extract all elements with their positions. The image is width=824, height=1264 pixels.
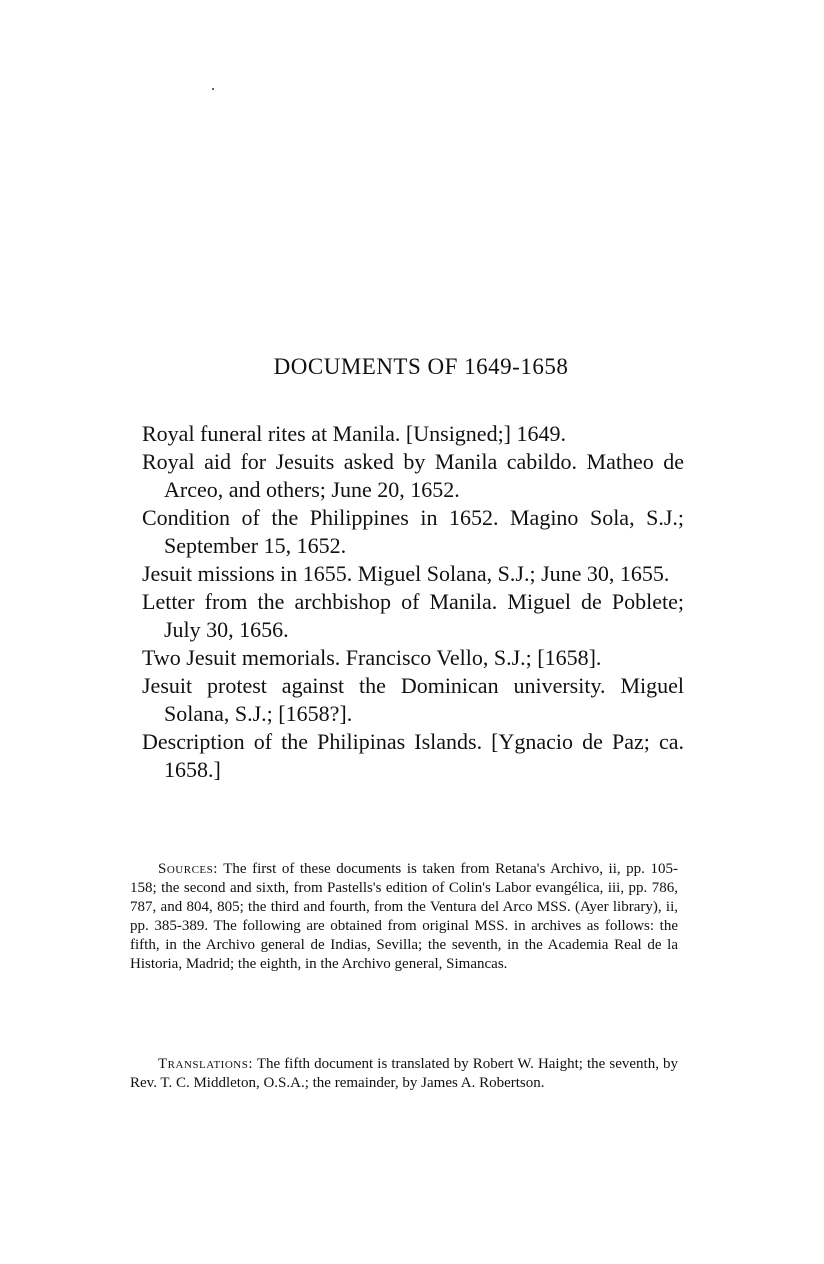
page-title: DOCUMENTS OF 1649-1658 xyxy=(273,354,569,379)
translations-label: Translations: xyxy=(158,1056,254,1072)
document-list xyxy=(142,420,684,784)
document-entry: Jesuit protest against the Dominican university. Miguel Solana, S.J.; [1658?]. xyxy=(142,673,684,726)
sources-text: The first of these documents is taken from Retana's Archivo, ii, pp. 105-158; the second and sixth, from Pastells's edition of Colin's Labor evangélica, iii, pp. 786, 787, and 804, 805; the third and fourth, from the Ventura del Arco MSS. (Ayer library), ii, pp. 385-389. The following are obtained from original MSS. in archives as follows: the fifth, in the Archivo general de Indias, Sevilla; the seventh, in the Academia Real de la Historia, Madrid; the eighth, in the Archivo general, Simancas. xyxy=(130,861,678,972)
sources-note xyxy=(130,860,678,974)
document-entry: Jesuit missions in 1655. Miguel Solana, S.J.; June 30, 1655. xyxy=(142,561,670,586)
translations-note xyxy=(130,1055,678,1093)
document-entry: Royal funeral rites at Manila. [Unsigned;] 1649. xyxy=(142,421,567,446)
document-entry: Description of the Philipinas Islands. [Ygnacio de Paz; ca. 1658.] xyxy=(142,729,684,782)
document-entry: Letter from the archbishop of Manila. Miguel de Poblete; July 30, 1656. xyxy=(142,589,684,642)
print-speck xyxy=(212,88,214,90)
document-entry: Condition of the Philippines in 1652. Magino Sola, S.J.; September 15, 1652. xyxy=(142,505,684,558)
sources-label: Sources: xyxy=(158,861,218,877)
translations-text: The fifth document is translated by Robert W. Haight; the seventh, by Rev. T. C. Middleton, O.S.A.; the remainder, by James A. Robertson. xyxy=(130,1056,678,1091)
document-entry: Royal aid for Jesuits asked by Manila cabildo. Matheo de Arceo, and others; June 20, 1652. xyxy=(142,449,684,502)
document-entry: Two Jesuit memorials. Francisco Vello, S.J.; [1658]. xyxy=(142,645,602,670)
